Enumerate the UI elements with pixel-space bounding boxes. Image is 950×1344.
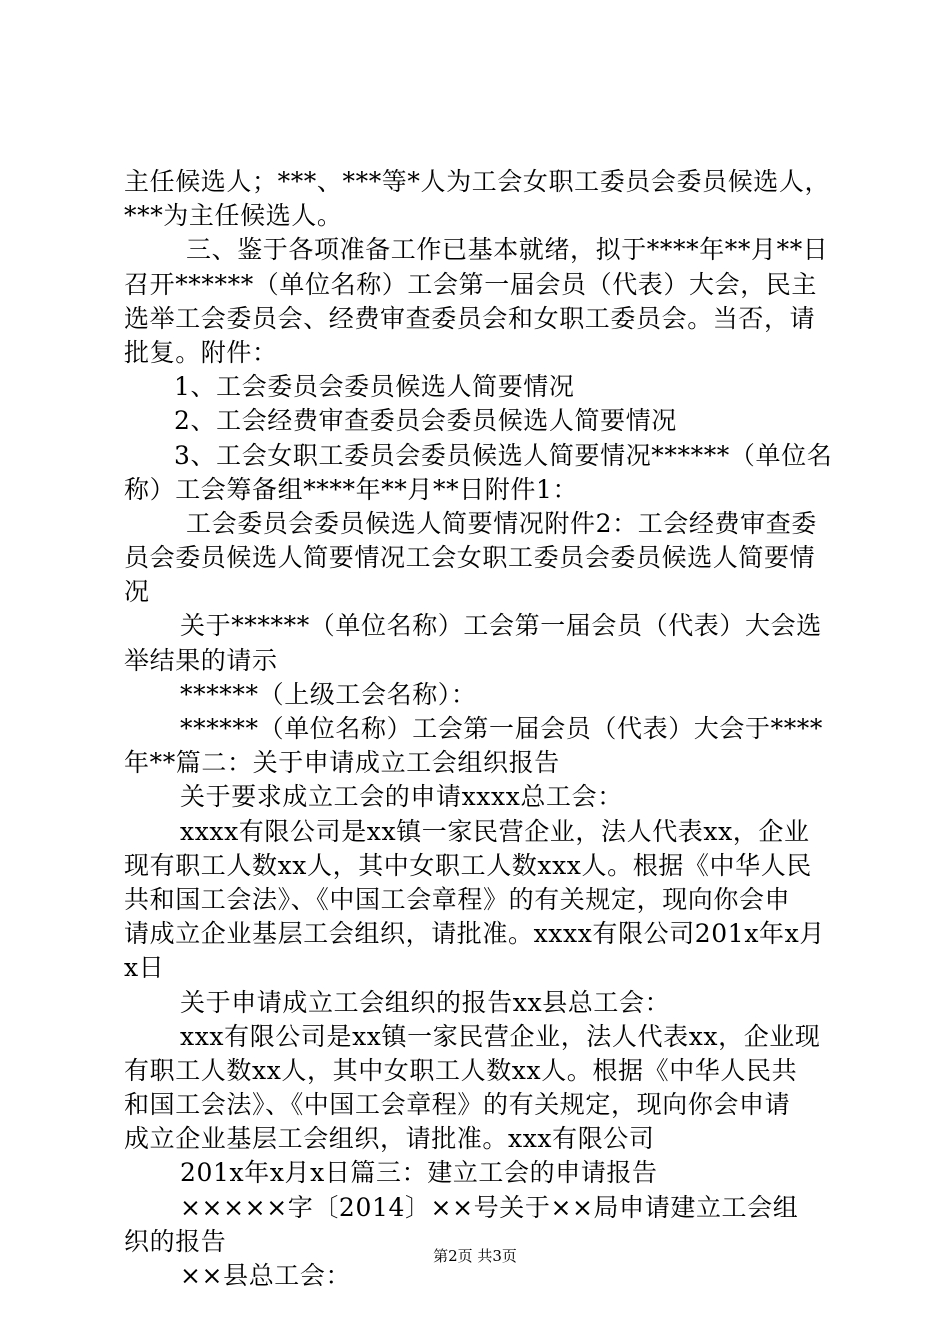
text-line: ******（单位名称）工会第一届会员（代表）大会于**** (180, 714, 824, 743)
text-line: 201x年x月x日篇三：建立工会的申请报告 (180, 1158, 658, 1188)
text-line: 称）工会筹备组****年**月**日附件1： (124, 474, 579, 504)
text-line: ××县总工会： (180, 1261, 352, 1290)
text-line: 有职工人数xx人，其中女职工人数xx人。根据《中华人民共 (124, 1055, 798, 1085)
text-line: 1、工会委员会委员候选人简要情况 (174, 372, 575, 402)
text-line: 2、工会经费审查委员会委员候选人简要情况 (174, 406, 677, 436)
document-body (124, 165, 836, 1293)
text-line: ×××××字〔2014〕××号关于××局申请建立工会组 (180, 1192, 799, 1222)
text-line: 召开******（单位名称）工会第一届会员（代表）大会，民主 (124, 269, 818, 299)
text-line: 共和国工会法》、《中国工会章程》的有关规定，现向你会申 (124, 884, 791, 914)
text-line: xxxx有限公司是xx镇一家民营企业，法人代表xx，企业 (180, 816, 810, 846)
text-line: 和国工会法》、《中国工会章程》的有关规定，现向你会申请 (124, 1090, 791, 1120)
text-line: 织的报告 (124, 1226, 227, 1256)
text-line: 成立企业基层工会组织，请批准。xxx有限公司 (124, 1124, 655, 1154)
text-line: ******（上级工会名称）： (180, 679, 477, 709)
text-line: 关于申请成立工会组织的报告xx县总工会： (180, 987, 671, 1017)
text-line: 选举工会委员会、经费审查委员会和女职工委员会。当否，请 (124, 303, 816, 333)
text-line: 工会委员会委员候选人简要情况附件2：工会经费审查委 (186, 508, 817, 538)
text-line: 三、鉴于各项准备工作已基本就绪，拟于****年**月**日 (186, 235, 829, 265)
text-line: 批复。附件： (124, 337, 278, 367)
text-line: 现有职工人数xx人，其中女职工人数xxx人。根据《中华人民 (124, 850, 812, 880)
text-line: 年**篇二：关于申请成立工会组织报告 (124, 748, 560, 778)
text-line: 况 (124, 577, 150, 607)
text-line: x日 (124, 953, 165, 983)
text-line: 关于******（单位名称）工会第一届会员（代表）大会选 (180, 611, 822, 641)
text-line: 员会委员候选人简要情况工会女职工委员会委员候选人简要情 (124, 543, 816, 573)
text-line: 主任候选人；***、***等*人为工会女职工委员会委员候选人， (124, 167, 831, 196)
text-line: 关于要求成立工会的申请xxxx总工会： (180, 782, 623, 812)
page-footer: 第2页 共3页 (433, 1247, 517, 1265)
text-line: xxx有限公司是xx镇一家民营企业，法人代表xx，企业现 (180, 1021, 821, 1051)
text-line: ***为主任候选人。 (124, 201, 343, 231)
text-line: 请成立企业基层工会组织，请批准。xxxx有限公司201x年x月 (124, 919, 825, 949)
text-line: 3、工会女职工委员会委员候选人简要情况******（单位名 (174, 440, 833, 470)
text-line: 举结果的请示 (124, 645, 278, 675)
